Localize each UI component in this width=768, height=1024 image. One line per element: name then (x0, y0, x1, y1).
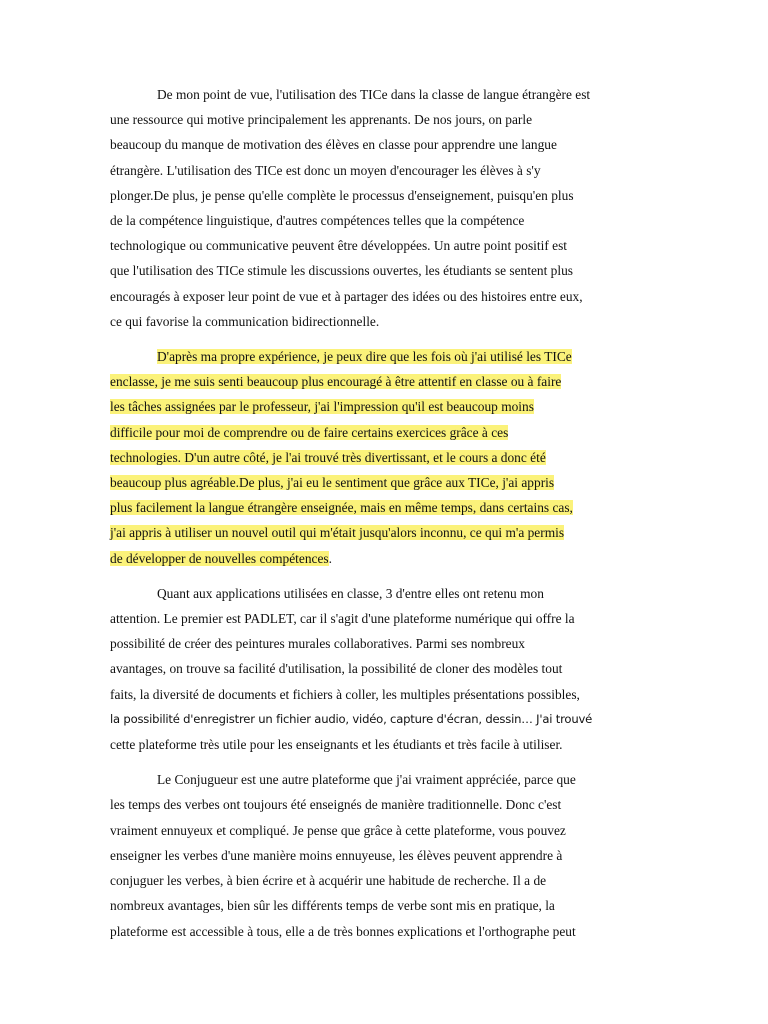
paragraph-line: enseigner les verbes d'une manière moins ennuyeuse, les élèves peuvent apprendre à (110, 847, 563, 863)
paragraph-1 (110, 82, 660, 334)
paragraph-line: encouragés à exposer leur point de vue et à partager des idées ou des histoires entre eux, (110, 288, 583, 304)
paragraph-line: avantages, on trouve sa facilité d'utilisation, la possibilité de cloner des modèles tout (110, 661, 563, 677)
paragraph-line: une ressource qui motive principalement les apprenants. De nos jours, on parle (110, 112, 533, 128)
highlighted-line: les tâches assignées par le professeur, j'ai l'impression qu'il est beaucoup moins (110, 399, 534, 415)
paragraph-line: Quant aux applications utilisées en classe, 3 d'entre elles ont retenu mon (157, 585, 544, 601)
paragraph-line: que l'utilisation des TICe stimule les discussions ouvertes, les étudiants se sentent plus (110, 263, 573, 279)
highlighted-line: de développer de nouvelles compétences. (110, 550, 332, 566)
paragraph-line: les temps des verbes ont toujours été enseignés de manière traditionnelle. Donc c'est (110, 797, 562, 813)
highlighted-line: enclasse, je me suis senti beaucoup plus encouragé à être attentif en classe ou à faire (110, 374, 562, 390)
paragraph-3 (110, 581, 660, 757)
paragraph-line: la possibilité d'enregistrer un fichier audio, vidéo, capture d'écran, dessin… J'ai trouvé (110, 711, 593, 726)
paragraph-line: attention. Le premier est PADLET, car il s'agit d'une plateforme numérique qui offre la (110, 611, 575, 627)
paragraph-line: technologique ou communicative peuvent être développées. Un autre point positif est (110, 238, 568, 254)
paragraph-line: faits, la diversité de documents et fichiers à coller, les multiples présentations possibles, (110, 686, 580, 702)
paragraph-line: plonger.De plus, je pense qu'elle complète le processus d'enseignement, puisqu'en plus (110, 187, 574, 203)
highlighted-line: j'ai appris à utiliser un nouvel outil qui m'était jusqu'alors inconnu, ce qui m'a permis (110, 525, 565, 541)
paragraph-line: Le Conjugueur est une autre plateforme que j'ai vraiment appréciée, parce que (157, 772, 576, 788)
trailing-punctuation: . (328, 550, 332, 566)
highlighted-line: technologies. D'un autre côté, je l'ai trouvé très divertissant, et le cours a donc été (110, 449, 546, 465)
highlighted-line: beaucoup plus agréable.De plus, j'ai eu le sentiment que grâce aux TICe, j'ai appris (110, 475, 555, 491)
paragraph-line: cette plateforme très utile pour les enseignants et les étudiants et très facile à utiliser. (110, 737, 563, 753)
highlighted-line: difficile pour moi de comprendre ou de faire certains exercices grâce à ces (110, 424, 509, 440)
paragraph-4 (110, 767, 660, 943)
paragraph-line: vraiment ennuyeux et compliqué. Je pense que grâce à cette plateforme, vous pouvez (110, 822, 566, 838)
document-page (110, 82, 660, 954)
paragraph-line: de la compétence linguistique, d'autres compétences telles que la compétence (110, 213, 525, 229)
paragraph-line: conjuguer les verbes, à bien écrire et à acquérir une habitude de recherche. Il a de (110, 873, 547, 889)
paragraph-line: De mon point de vue, l'utilisation des TICe dans la classe de langue étrangère est (157, 87, 591, 102)
paragraph-line: beaucoup du manque de motivation des élèves en classe pour apprendre une langue (110, 137, 557, 153)
paragraph-line: nombreux avantages, bien sûr les différents temps de verbe sont mis en pratique, la (110, 898, 555, 914)
highlighted-line: plus facilement la langue étrangère enseignée, mais en même temps, dans certains cas, (110, 500, 573, 516)
paragraph-line: étrangère. L'utilisation des TICe est donc un moyen d'encourager les élèves à s'y (110, 162, 541, 178)
paragraph-line: plateforme est accessible à tous, elle a de très bonnes explications et l'orthographe peut (110, 923, 576, 939)
paragraph-2-highlighted (110, 344, 660, 571)
paragraph-line: possibilité de créer des peintures murales collaboratives. Parmi ses nombreux (110, 636, 525, 652)
highlighted-line: D'après ma propre expérience, je peux dire que les fois où j'ai utilisé les TICe (157, 349, 572, 365)
paragraph-line: ce qui favorise la communication bidirectionnelle. (110, 313, 380, 329)
